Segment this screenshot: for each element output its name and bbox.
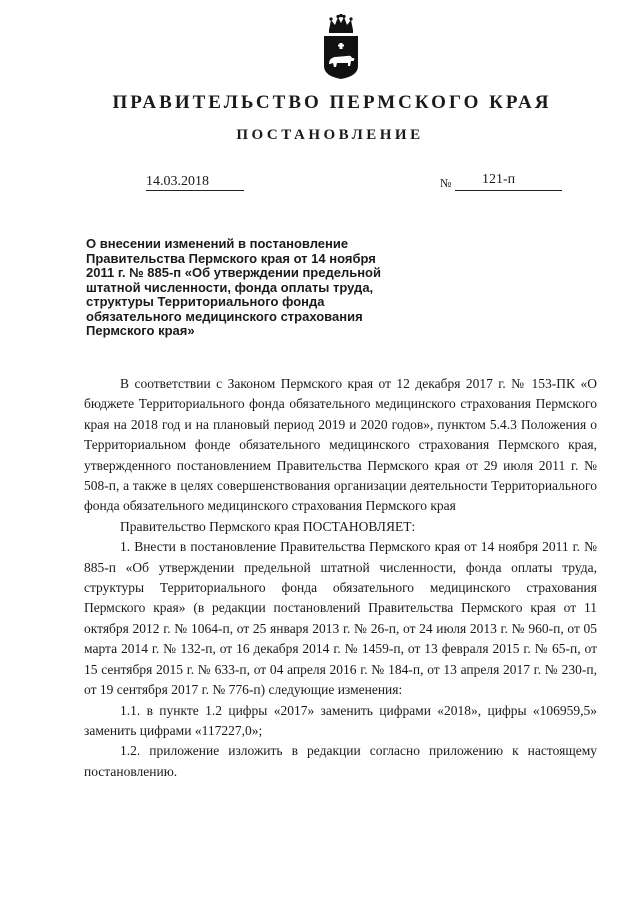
item-1-2-paragraph: 1.2. приложение изложить в редакции согласно приложению к настоящему постановлению. xyxy=(84,743,597,779)
document-date: 14.03.2018 xyxy=(146,174,209,189)
document-subject: О внесении изменений в постановление Правительства Пермского края от 14 ноября 2011 г. № 885-п «Об утверждении предельной штатной численности, фонда оплаты труда, структуры Территориального фонда обязательного медицинского страхования Пермского края» xyxy=(86,236,381,338)
decree-paragraph: Правительство Пермского края ПОСТАНОВЛЯЕТ: xyxy=(120,518,416,534)
number-sign: № xyxy=(440,176,452,190)
government-title: ПРАВИТЕЛЬСТВО ПЕРМСКОГО КРАЯ xyxy=(112,92,552,113)
preamble-paragraph: В соответствии с Законом Пермского края от 12 декабря 2017 г. № 153-ПК «О бюджете Территориального фонда обязательного медицинского страхования Пермского края на 2018 год и на плановый период 2019 и 2020 годов», пунктом 5.4.3 Положения о Территориальном фонде обязательного медицинского страхования Пермского края, утвержденного постановлением Правительства Пермского края от 29 июля 2011 г. № 508-п, а также в целях совершенствования организации деятельности Территориального фонда обязательного медицинского страхования Пермского края xyxy=(84,376,597,514)
number-underline xyxy=(455,190,562,191)
crown-icon xyxy=(329,14,353,33)
item-1-1-paragraph: 1.1. в пункте 1.2 цифры «2017» заменить цифрами «2018», цифры «106959,5» заменить цифрами «117227,0»; xyxy=(84,702,597,738)
coat-of-arms-icon xyxy=(321,14,361,80)
date-underline xyxy=(146,190,244,191)
document-type: ПОСТАНОВЛЕНИЕ xyxy=(236,127,424,143)
document-body xyxy=(84,374,597,782)
item-1-paragraph: 1. Внести в постановление Правительства Пермского края от 14 ноября 2011 г. № 885-п «Об утверждении предельной штатной численности, фонда оплаты труда, структуры Территориального фонда обязательного медицинского страхования Пермского края» (в редакции постановлений Правительства Пермского края от 11 октября 2012 г. № 1064-п, от 25 января 2013 г. № 26-п, от 24 июля 2013 г. № 960-п, от 05 марта 2014 г. № 132-п, от 16 декабря 2014 г. № 1459-п, от 13 февраля 2015 г. № 65-п, от 15 сентября 2015 г. № 633-п, от 04 апреля 2016 г. № 184-п, от 13 апреля 2017 г. № 230-п, от 19 сентября 2017 г. № 776-п) следующие изменения: xyxy=(84,539,597,698)
document-number: 121-п xyxy=(482,172,516,187)
